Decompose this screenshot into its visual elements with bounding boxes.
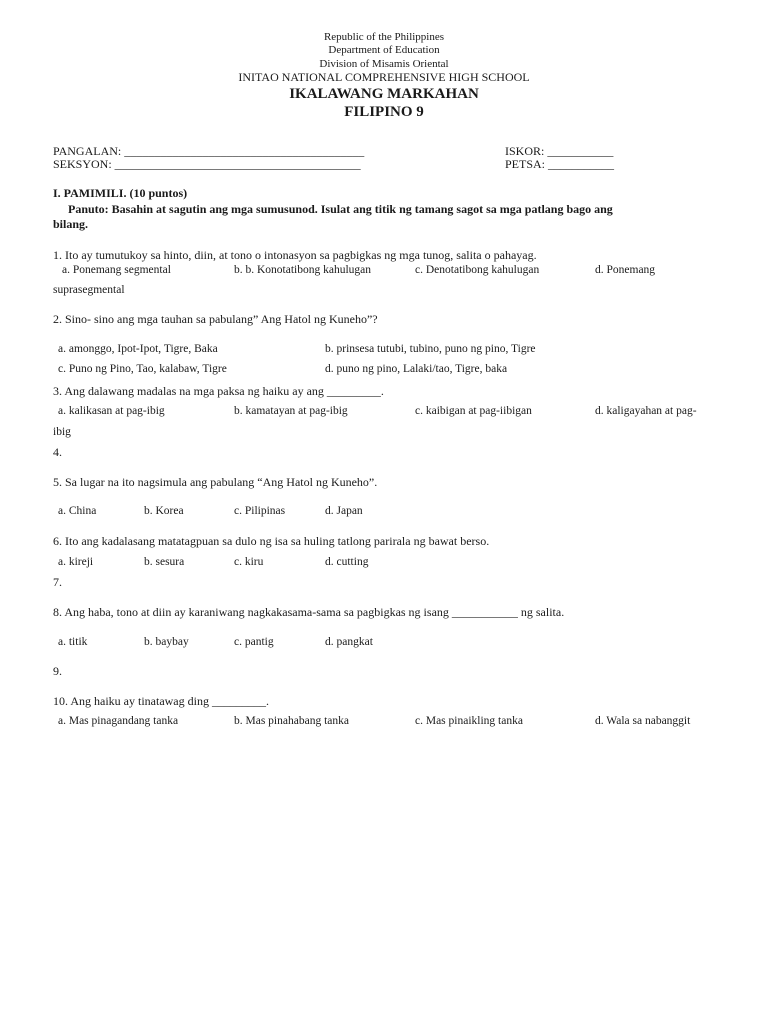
seksyon-field: SEKSYON: _________________________________________ xyxy=(53,157,361,171)
petsa-field: PETSA: ___________ xyxy=(505,157,615,171)
q2-option-b: b. prinsesa tutubi, tubino, puno ng pino, Tigre xyxy=(325,343,536,355)
question-10: 10. Ang haiku ay tinatawag ding _________. xyxy=(53,694,269,708)
q1-option-d: d. Ponemang xyxy=(595,264,656,276)
q5-option-a: a. China xyxy=(58,505,97,517)
q1-option-b: b. b. Konotatibong kahulugan xyxy=(234,264,372,276)
q6-option-a: a. kireji xyxy=(58,556,94,568)
iskor-field: ISKOR: ___________ xyxy=(505,144,614,158)
q8-option-c: c. pantig xyxy=(234,636,274,648)
question-9: 9. xyxy=(53,664,62,678)
q10-option-a: a. Mas pinagandang tanka xyxy=(58,715,179,727)
q1-option-a: a. Ponemang segmental xyxy=(62,264,171,276)
q2-option-c: c. Puno ng Pino, Tao, kalabaw, Tigre xyxy=(58,363,227,375)
header-division: Division of Misamis Oriental xyxy=(319,58,449,70)
exam-quarter-title: IKALAWANG MARKAHAN xyxy=(289,86,479,102)
question-5: 5. Sa lugar na ito nagsimula ang pabulang “Ang Hatol ng Kuneho”. xyxy=(53,475,378,489)
q10-option-d: d. Wala sa nabanggit xyxy=(595,715,691,727)
pangalan-field: PANGALAN: ________________________________________ xyxy=(53,144,365,158)
q5-option-d: d. Japan xyxy=(325,505,363,517)
q5-option-b: b. Korea xyxy=(144,505,184,517)
q5-option-c: c. Pilipinas xyxy=(234,505,286,517)
question-7: 7. xyxy=(53,575,62,589)
question-1: 1. Ito ay tumutukoy sa hinto, diin, at tono o intonasyon sa pagbigkas ng mga tunog, salita o pahayag. xyxy=(53,248,537,262)
q6-option-d: d. cutting xyxy=(325,556,369,568)
q10-option-c: c. Mas pinaikling tanka xyxy=(415,715,523,727)
q3-option-d: d. kaligayahan at pag- xyxy=(595,405,697,417)
question-2: 2. Sino- sino ang mga tauhan sa pabulang” Ang Hatol ng Kuneho”? xyxy=(53,312,378,326)
q6-option-c: c. kiru xyxy=(234,556,264,568)
q2-option-a: a. amonggo, Ipot-Ipot, Tigre, Baka xyxy=(58,343,218,355)
section-heading: I. PAMIMILI. (10 puntos) xyxy=(53,186,188,200)
question-6: 6. Ito ang kadalasang matatagpuan sa dulo ng isa sa huling tatlong parirala ng bawat berso. xyxy=(53,534,490,548)
q8-option-d: d. pangkat xyxy=(325,636,373,648)
header-school: INITAO NATIONAL COMPREHENSIVE HIGH SCHOOL xyxy=(238,70,530,84)
question-8: 8. Ang haba, tono at diin ay karaniwang nagkakasama-sama sa pagbigkas ng isang ___________ ng salita. xyxy=(53,605,565,619)
q10-option-b: b. Mas pinahabang tanka xyxy=(234,715,349,727)
question-3: 3. Ang dalawang madalas na mga paksa ng haiku ay ang _________. xyxy=(53,384,384,398)
q2-option-d: d. puno ng pino, Lalaki/tao, Tigre, baka xyxy=(325,363,508,375)
q3-option-b: b. kamatayan at pag-ibig xyxy=(234,405,348,417)
q1-option-d-cont: suprasegmental xyxy=(53,284,125,296)
q3-option-a: a. kalikasan at pag-ibig xyxy=(58,405,165,417)
instructions-line2: bilang. xyxy=(53,217,89,231)
exam-subject-title: FILIPINO 9 xyxy=(344,104,424,120)
q8-option-b: b. baybay xyxy=(144,636,189,648)
q1-option-c: c. Denotatibong kahulugan xyxy=(415,264,540,276)
header-republic: Republic of the Philippines xyxy=(323,31,445,43)
q3-option-d-cont: ibig xyxy=(53,426,71,438)
header-department: Department of Education xyxy=(328,44,440,56)
q6-option-b: b. sesura xyxy=(144,556,185,568)
q3-option-c: c. kaibigan at pag-iibigan xyxy=(415,405,532,417)
question-4: 4. xyxy=(53,445,62,459)
q8-option-a: a. titik xyxy=(58,636,88,648)
instructions-line1: Panuto: Basahin at sagutin ang mga sumusunod. Isulat ang titik ng tamang sagot sa mga patlang bago ang xyxy=(68,202,613,216)
